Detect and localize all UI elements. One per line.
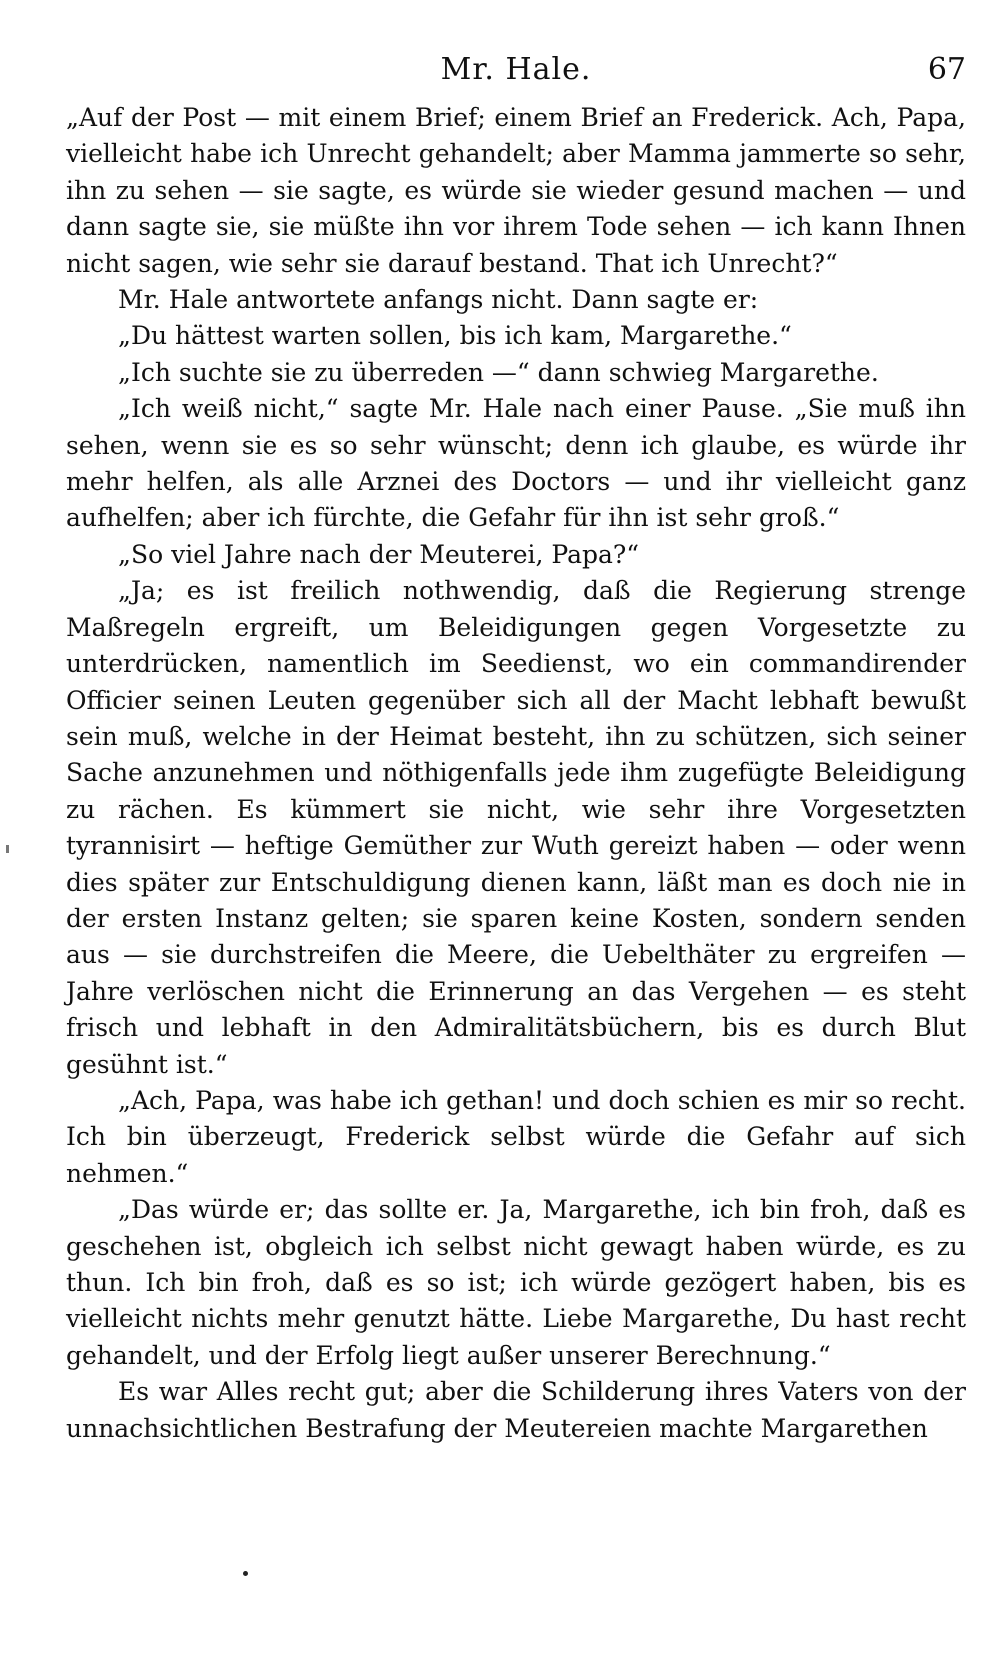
- paragraph: „Das würde er; das sollte er. Ja, Margarethe, ich bin froh, daß es geschehen ist, obgleich ich selbst nicht gewagt haben würde, es zu thun. Ich bin froh, daß es so ist; ich würde gezögert haben, bis es vielleicht nichts mehr genutzt hätte. Liebe Margarethe, Du hast recht gehandelt, und der Erfolg liegt außer unserer Berechnung.“: [66, 1195, 966, 1370]
- paragraph: „Ach, Papa, was habe ich gethan! und doch schien es mir so recht. Ich bin überzeugt, Frederick selbst würde die Gefahr auf sich nehmen.“: [66, 1085, 966, 1188]
- paragraph: „So viel Jahre nach der Meuterei, Papa?“: [118, 539, 640, 569]
- running-title: Mr. Hale.: [440, 52, 592, 87]
- body-text: [66, 100, 966, 1447]
- print-speck: [243, 1571, 248, 1576]
- paragraph: „Du hättest warten sollen, bis ich kam, Margarethe.“: [118, 321, 792, 351]
- paragraph: Es war Alles recht gut; aber die Schilderung ihres Vaters von der unnachsichtlichen Bestrafung der Meutereien machte Margarethen: [66, 1377, 966, 1443]
- book-page: [66, 44, 966, 1447]
- paragraph: „Ich weiß nicht,“ sagte Mr. Hale nach einer Pause. „Sie muß ihn sehen, wenn sie es so sehr wünscht; denn ich glaube, es würde ihr mehr helfen, als alle Arznei des Doctors — und ihr vielleicht ganz aufhelfen; aber ich fürchte, die Gefahr für ihn ist sehr groß.“: [66, 394, 966, 533]
- margin-mark: [6, 845, 9, 853]
- paragraph: Mr. Hale antwortete anfangs nicht. Dann sagte er:: [118, 285, 759, 315]
- paragraph: „Ja; es ist freilich nothwendig, daß die Regierung strenge Maßregeln ergreift, um Beleidigungen gegen Vorgesetzte zu unterdrücken, namentlich im Seedienst, wo ein commandirender Officier seinen Leuten gegenüber sich all der Macht lebhaft bewußt sein muß, welche in der Heimat besteht, ihn zu schützen, sich seiner Sache anzunehmen und nöthigenfalls jede ihm zugefügte Beleidigung zu rächen. Es kümmert sie nicht, wie sehr ihre Vorgesetzten tyrannisirt — heftige Gemüther zur Wuth gereizt haben — oder wenn dies später zur Entschuldigung dienen kann, läßt man es doch nie in der ersten Instanz gelten; sie sparen keine Kosten, sondern senden aus — sie durchstreifen die Meere, die Uebelthäter zu ergreifen — Jahre verlöschen nicht die Erinnerung an das Vergehen — es steht frisch und lebhaft in den Admiralitätsbüchern, bis es durch Blut gesühnt ist.“: [66, 576, 966, 1079]
- page-number: 67: [927, 52, 966, 87]
- page-header: [66, 44, 966, 100]
- paragraph: „Auf der Post — mit einem Brief; einem Brief an Frederick. Ach, Papa, vielleicht habe ich Unrecht gehandelt; aber Mamma jammerte so sehr, ihn zu sehen — sie sagte, es würde sie wieder gesund machen — und dann sagte sie, sie müßte ihn vor ihrem Tode sehen — ich kann Ihnen nicht sagen, wie sehr sie darauf bestand. That ich Unrecht?“: [66, 103, 966, 278]
- paragraph: „Ich suchte sie zu überreden —“ dann schwieg Margarethe.: [118, 357, 879, 387]
